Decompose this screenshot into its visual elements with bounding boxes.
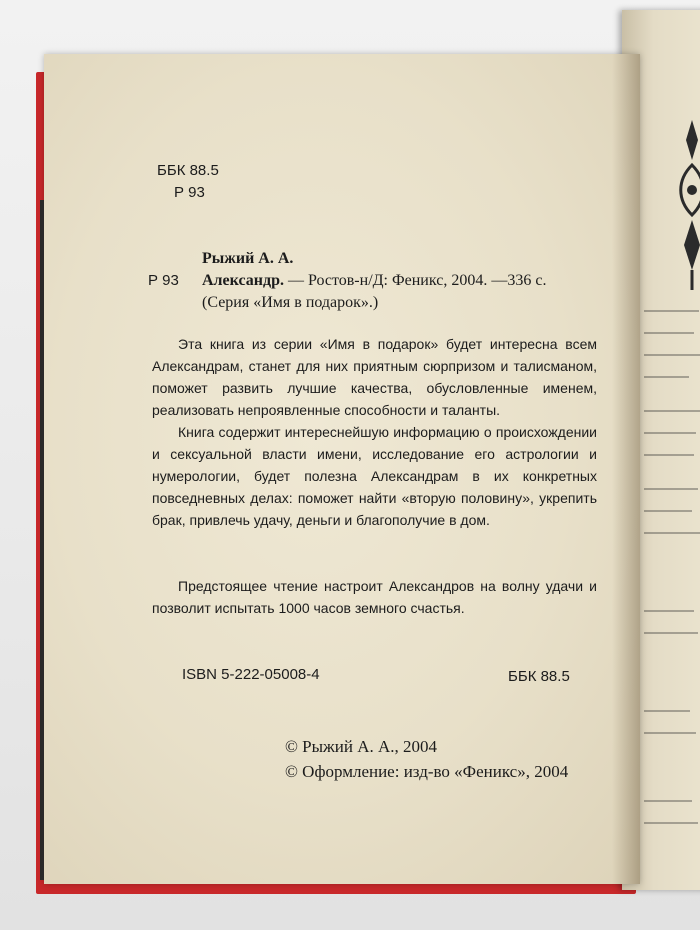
facing-page-text-line — [644, 822, 698, 824]
facing-page-text-line — [644, 332, 694, 334]
bbk-code: ББК 88.5 — [157, 162, 219, 179]
annotation-paragraph: Предстоящее чтение настроит Александров на волну удачи и позволит испытать 1000 часов земного счастья. — [152, 578, 597, 616]
series-line: (Серия «Имя в подарок».) — [202, 294, 379, 311]
facing-page-text-line — [644, 354, 700, 356]
isbn: ISBN 5-222-05008-4 — [182, 666, 320, 683]
facing-page-text-line — [644, 488, 698, 490]
author-mark: Р 93 — [174, 184, 205, 201]
facing-page-text-line — [644, 310, 699, 312]
facing-page-text-line — [644, 610, 694, 612]
ornament-icon — [662, 120, 700, 290]
book-title: Александр. — [202, 272, 284, 289]
footer-bbk: ББК 88.5 — [508, 668, 570, 685]
annotation-paragraph: Книга содержит интереснейшую информацию о происхождении и сексуальной власти имени, исследование его астрологии и нумерологии, будет полезна Александрам в их конкретных повседневных делах: поможет найти «вторую половину», укрепить брак, привлечь удачу, деньги и благополучие в дом. — [152, 424, 597, 528]
facing-page-text-line — [644, 732, 696, 734]
facing-page-text-line — [644, 632, 698, 634]
facing-page-text-line — [644, 432, 696, 434]
facing-page-text-line — [644, 800, 692, 802]
copyright-design: © Оформление: изд-во «Феникс», 2004 — [285, 762, 569, 781]
facing-page-text-line — [644, 710, 690, 712]
facing-page-text-line — [644, 510, 692, 512]
annotation-paragraph: Эта книга из серии «Имя в подарок» будет интересна всем Александрам, станет для них приятным сюрпризом и талисманом, поможет развить лучшие качества, обусловленные именем, реализовать непроявленные способности и таланты. — [152, 336, 597, 418]
facing-page-text-line — [644, 410, 700, 412]
publication-info: — Ростов-н/Д: Феникс, 2004. —336 с. — [287, 272, 547, 289]
facing-page-text-line — [644, 532, 700, 534]
facing-page-text-line — [644, 376, 689, 378]
author-name: Рыжий А. А. — [202, 250, 294, 267]
bibliography-line — [202, 270, 546, 292]
facing-page-text-line — [644, 454, 694, 456]
page-gutter-shadow — [612, 54, 640, 884]
copyright-author: © Рыжий А. А., 2004 — [285, 737, 438, 756]
bibliography-author-mark: Р 93 — [148, 272, 179, 289]
